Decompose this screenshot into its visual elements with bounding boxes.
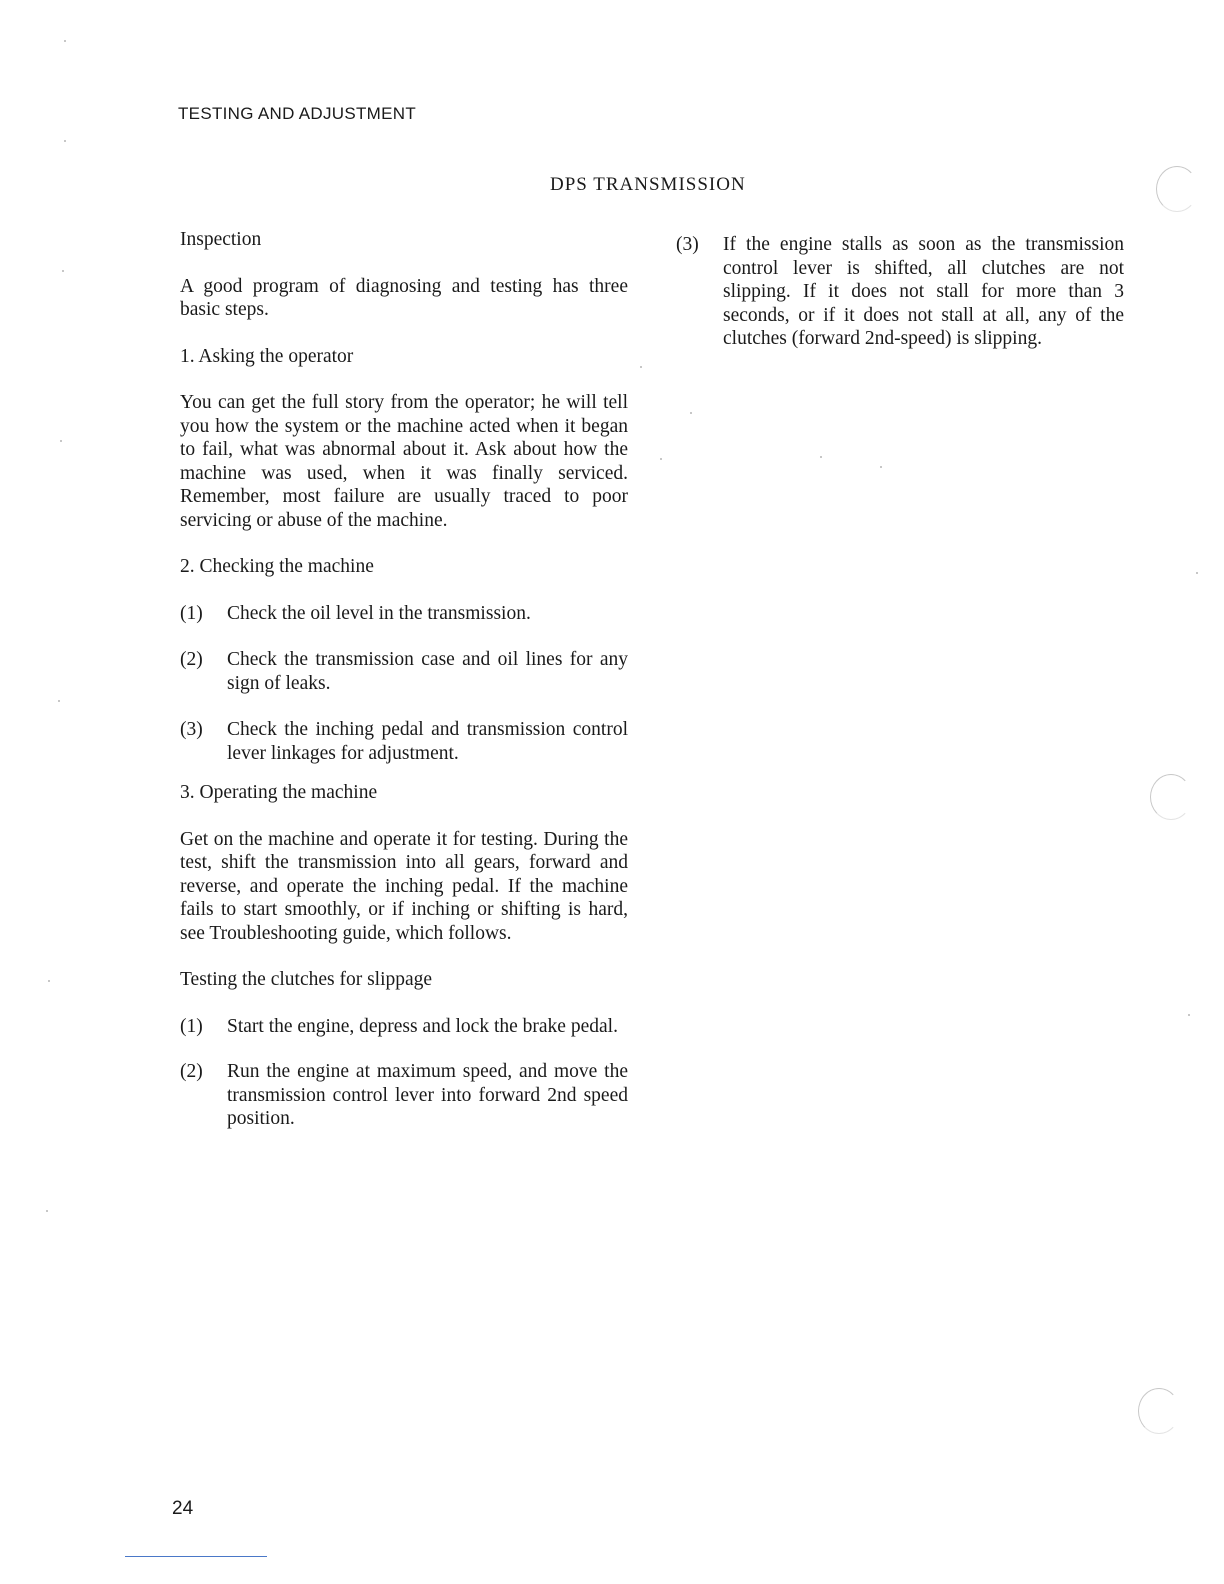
step1-heading: 1. Asking the operator: [180, 345, 354, 367]
step3-paragraph: Get on the machine and operate it for testing. During the test, shift the transmission into all gears, forward and reverse, and operate the inching pedal. If the machine fails to start smoothly, or if inching or shifting is hard, see Troubleshooting guide, which follows.: [180, 828, 628, 944]
check-item-number: (1): [180, 602, 203, 624]
slippage-step: [180, 1015, 628, 1039]
step2-heading: 2. Checking the machine: [180, 556, 374, 577]
slippage-step-text: Start the engine, depress and lock the brake pedal.: [227, 1015, 618, 1037]
slippage-step: [676, 233, 1124, 351]
slippage-heading: Testing the clutches for slippage: [180, 969, 433, 990]
check-item-number: (3): [180, 719, 203, 740]
binder-hole-top: [1156, 166, 1198, 212]
check-item-number: (2): [180, 649, 203, 670]
step3-heading: 3. Operating the machine: [180, 782, 378, 803]
right-column: [676, 233, 1124, 351]
slippage-step: [180, 1060, 628, 1131]
binder-hole-middle: [1150, 774, 1192, 820]
slippage-step-text: If the engine stalls as soon as the transmission control lever is shifted, all clutches are not slipping. If it does not stall for more than 3 seconds, or if it does not stall at all, any of the clutches (forward 2nd-speed) is slipping.: [723, 234, 1124, 349]
page-number: 24: [172, 1498, 194, 1519]
inspection-heading: Inspection: [180, 229, 262, 250]
check-item: [180, 602, 628, 626]
check-item-text: Check the transmission case and oil lines for any sign of leaks.: [227, 649, 628, 694]
left-column: [180, 228, 628, 1131]
slippage-step-number: (1): [180, 1015, 203, 1037]
slippage-step-text: Run the engine at maximum speed, and move the transmission control lever into forward 2nd speed position.: [227, 1061, 628, 1129]
binder-hole-bottom: [1138, 1388, 1180, 1434]
page-title: DPS TRANSMISSION: [550, 174, 746, 195]
bottom-rule: [125, 1556, 267, 1557]
slippage-step-number: (2): [180, 1061, 203, 1082]
check-item: [180, 648, 628, 695]
intro-paragraph: A good program of diagnosing and testing has three basic steps.: [180, 275, 628, 320]
section-header: TESTING AND ADJUSTMENT: [178, 104, 417, 123]
check-item-text: Check the oil level in the transmission.: [227, 602, 531, 624]
check-item: [180, 718, 628, 765]
slippage-step-number: (3): [676, 234, 699, 255]
step1-paragraph: You can get the full story from the operator; he will tell you how the system or the machine acted when it began to fail, what was abnormal about it. Ask about how the machine was used, when it was finally serviced. Remember, most failure are usually traced to poor servicing or abuse of the machine.: [180, 392, 628, 531]
check-item-text: Check the inching pedal and transmission control lever linkages for adjustment.: [227, 719, 628, 764]
